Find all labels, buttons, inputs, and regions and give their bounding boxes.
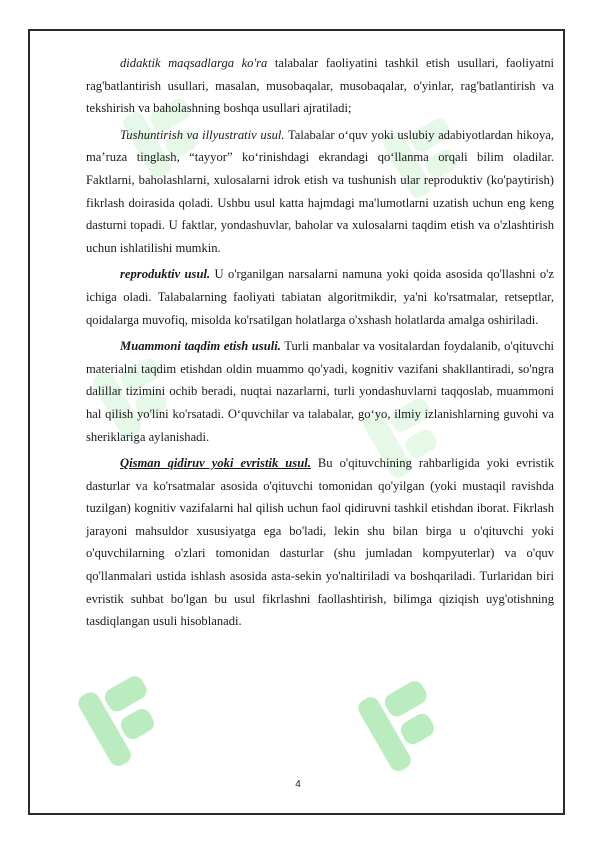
paragraph-reproductive-method	[86, 263, 554, 331]
paragraph-lead: Muammoni taqdim etish usuli.	[120, 339, 281, 354]
paragraph-text: Talabalar oʻquv yoki uslubiy adabiyotlardan hikoya, ma’ruza tinglash, “tayyor” koʻrinishdagi ekrandagi qoʻllanma orqali bilim oladilar. Faktlarni, baholashlarni, xulosalarni idrok etish va tushunish ular reproduktiv (ko'paytirish) fikrlash doirasida qoladi. Ushbu usul katta hajmdagi ma'lumotlarni uzatish uchun eng keng dasturni topadi. U faktlar, yondashuvlar, baholar va xulosalarni taqdim etish va o'zlashtirish uchun ishlatilishi mumkin.	[86, 127, 554, 255]
paragraph-lead: Tushuntirish va illyustrativ usul.	[120, 127, 285, 142]
document-body	[86, 52, 554, 637]
paragraph-text: Bu o'qituvchining rahbarligida yoki evristik dasturlar va ko'rsatmalar asosida o'qituvchi tomonidan qo'yilgan (yoki mustaqil ravishda tuzilgan) kognitiv vazifalarni hal qilish uchun faol qidiruvni tashkil etishdan iborat. Fikrlash jarayoni mahsuldor xususiyatga ega bo'ladi, lekin shu bilan birga u o'qituvchi yoki o'quvchilarning o'zlari tomonidan dasturlar (shu jumladan kompyuterlar) va o'quv qo'llanmalari ustida ishlash asosida asta-sekin yo'naltiriladi va boshqariladi. Turlaridan biri evristik suhbat bo'lgan bu usul fikrlashni faollashtirish, bilimga qiziqish uyg'otishning tasdiqlangan usuli hisoblanadi.	[86, 456, 554, 629]
paragraph-explanatory-method	[86, 124, 554, 260]
paragraph-didactic-goals	[86, 52, 554, 120]
paragraph-lead: didaktik maqsadlarga ko'ra	[120, 56, 268, 70]
paragraph-problem-method	[86, 335, 554, 448]
paragraph-text: U o'rganilgan narsalarni namuna yoki qoida asosida qo'llashni o'z ichiga oladi. Talabalarning faoliyati tabiatan algoritmikdir, ya'ni ko'rsatmalar, retseptlar, qoidalarga muvofiq, misolda ko'rsatilgan holatlarga o'xshash holatlarda amalga oshiriladi.	[86, 267, 554, 327]
paragraph-lead: reproduktiv usul.	[120, 267, 211, 282]
paragraph-lead: Qisman qidiruv yoki evristik usul.	[120, 456, 311, 471]
paragraph-heuristic-method	[86, 452, 554, 633]
paragraph-text: talabalar faoliyatini tashkil etish usullari, faoliyatni rag'batlantirish usullari, masalan, musobaqalar, musobaqalar, o'yinlar, rag'batlantirish va tekshirish va baholashning boshqa usullari ajratiladi;	[86, 56, 555, 116]
paragraph-text: Turli manbalar va vositalardan foydalanib, o'qituvchi materialni taqdim etishdan oldin muammo qo'yadi, kognitiv vazifani shakllantiradi, so'ngra dalillar tizimini ochib beradi, nuqtai nazarlarni, turli yondashuvlarni taqqoslab, muammoni hal qilish yo'lini ko'rsatadi. Oʻquvchilar va talabalar, goʻyo, ilmiy izlanishlarning guvohi va sheriklariga aylanishadi.	[86, 339, 554, 444]
page-number: 4	[295, 779, 301, 790]
